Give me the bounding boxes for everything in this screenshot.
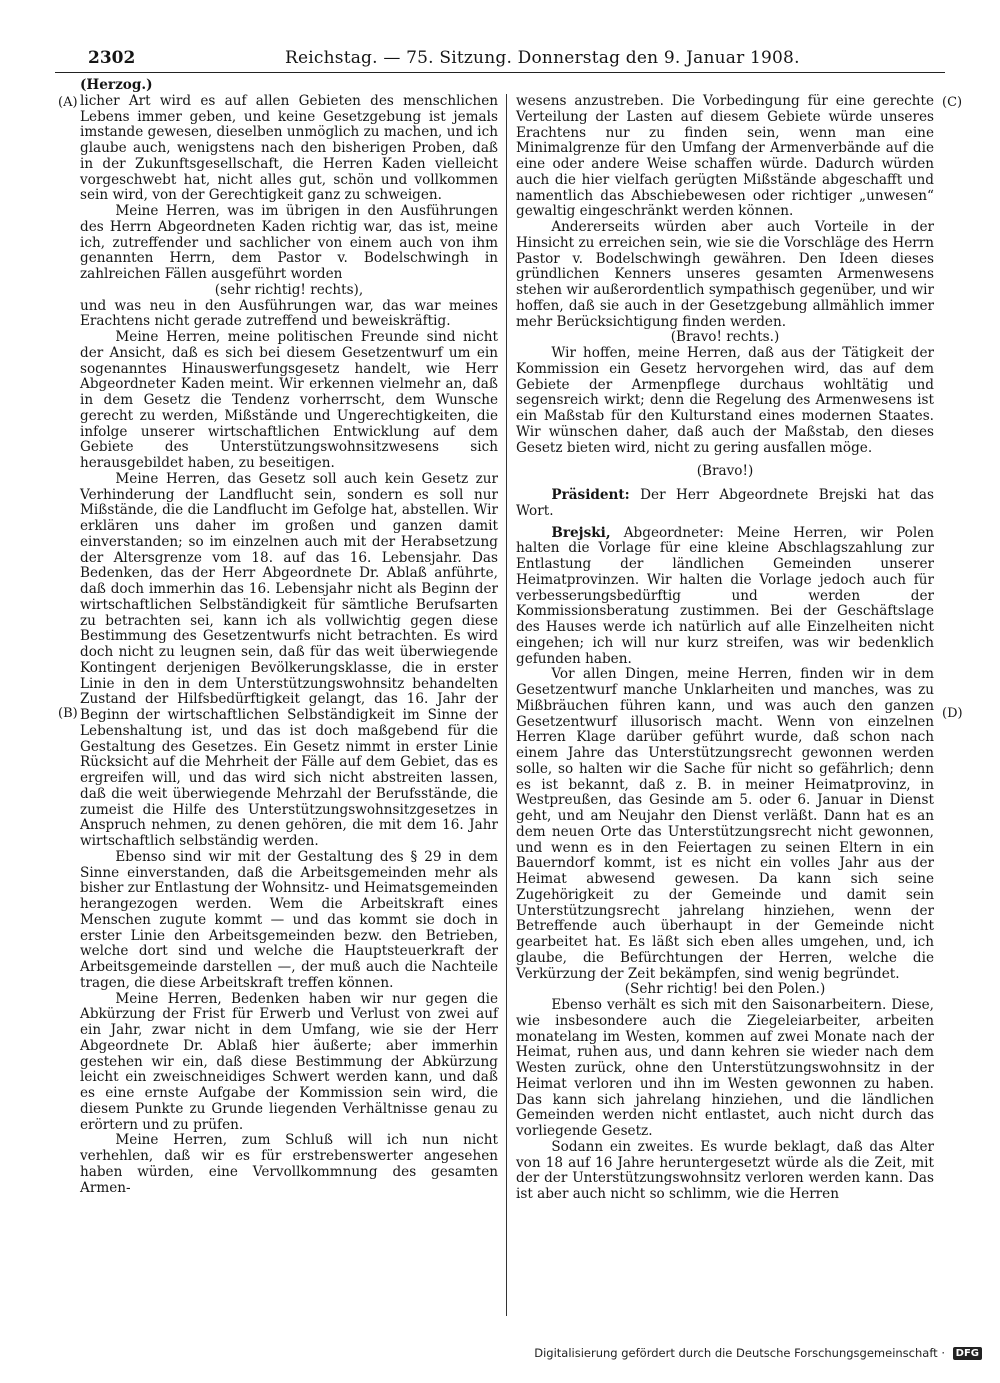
interjection: (Sehr richtig! bei den Polen.) bbox=[624, 981, 826, 998]
paragraph: Meine Herren, was im übrigen in den Ausführungen des Herrn Abgeordneten Kaden richtig war, das ist, meine ich, zutreffender und sachlicher von einem auch von ihm genannten Herrn, dem Pastor v. Bodelschwingh in zahlreichen Fällen ausgeführt worden bbox=[80, 203, 498, 282]
paragraph: Sodann ein zweites. Es wurde beklagt, daß das Alter von 18 auf 16 Jahre heruntergesetzt würde als die Zeit, mit der der Unterstützungswohnsitz verloren werden kann. Das ist aber auch nicht so schlimm, wie die Herren bbox=[516, 1138, 934, 1202]
president-text: Der Herr Abgeordnete Brejski hat das Wort. bbox=[516, 487, 934, 519]
footer-text: Digitalisierung gefördert durch die Deutsche Forschungsgemeinschaft · bbox=[534, 1346, 945, 1360]
column-divider bbox=[506, 94, 507, 1316]
paragraph: Ebenso sind wir mit der Gestaltung des § 29 in dem Sinne einverstanden, daß die Arbeitsgemeinden mehr als bisher zur Entlastung der Wohnsitz- und Heimatsgemeinden herangezogen werden. Wem die Arbeitskraft eines Menschen zugute kommt — und das kommt sie doch in erster Linie den Arbeitsgemeinden bezw. den Betrieben, welche dort sind und welche die Hauptsteuerkraft der Arbeitsgemeinde darstellen —, der muß auch die Nachteile tragen, die diese Arbeitskraft treffen können. bbox=[80, 848, 498, 991]
dfg-logo: DFG bbox=[953, 1347, 982, 1360]
paragraph: Wir hoffen, meine Herren, daß aus der Tätigkeit der Kommission ein Gesetz hervorgehen wird, das auf dem Gebiete der Armenpflege durchaus wohltätig und segensreich wirkt; denn die Regelung des Armenwesens ist ein Maßstab für den Kulturstand eines modernen Staates. Wir wünschen daher, daß auch der Maßstab, den dieses Gesetz bieten wird, nicht zu gering ausfallen möge. bbox=[516, 345, 934, 456]
paragraph: Meine Herren, zum Schluß will ich nun nicht verhehlen, daß wir es für erstrebenswerter angesehen haben würden, eine Vervollkommnung des gesamten Armen- bbox=[80, 1132, 498, 1196]
margin-marker-d: (D) bbox=[942, 706, 963, 721]
margin-marker-b: (B) bbox=[58, 706, 78, 721]
paragraph: und was neu in den Ausführungen war, das war meines Erachtens nicht gerade zutreffend und beweiskräftig. bbox=[80, 297, 498, 330]
interjection: (sehr richtig! rechts), bbox=[214, 281, 364, 298]
interjection: (Bravo!) bbox=[696, 463, 754, 480]
paragraph: Andererseits würden aber auch Vorteile in der Hinsicht zu erreichen sein, wie sie die Vorschläge des Herrn Pastor v. Bodelschwingh gewähren. Den Ideen dieses gründlichen Kenners unseres gesamten Armenwesens stehen wir außerordentlich sympathisch gegenüber, und wir hoffen, daß sie auch in der Gesetzgebung allmählich immer mehr Berücksichtigung finden werden. bbox=[516, 219, 934, 330]
margin-marker-a: (A) bbox=[58, 95, 78, 110]
page-header bbox=[55, 46, 945, 73]
president-statement bbox=[516, 488, 934, 520]
paragraph: Vor allen Dingen, meine Herren, finden wir in dem Gesetzentwurf manche Unklarheiten und manches, was zu Mißbräuchen führen kann, und was auch den ganzen Gesetzentwurf illusorisch macht. Wenn von einzelnen Herren Klage darüber geführt wurde, daß schon nach einem Jahre das Unterstützungsrecht gewonnen werden solle, so halten wir die Sache für nicht so gefährlich; denn es ist bekannt, daß z. B. in meiner Heimatprovinz, in Westpreußen, das Gesinde am 5. oder 6. Januar in Dienst geht, und am Neujahr den Dienst verläßt. Dann hat es an dem neuen Orte das Unterstützungsrecht nicht gewonnen, und wenn es in den Feiertagen zu seinen Eltern in ein Bauerndorf kommt, ist es nicht ein volles Jahr aus der Heimat abwesend gewesen. Da kann sich seine Zugehörigkeit zu der Gemeinde und damit sein Unterstützungsrecht jahrelang hinziehen, wenn der Betreffende auch überhaupt in der Gemeinde nicht gearbeitet hat. Es läßt sich eben alles umgehen, und, ich glaube, die Befürchtungen der Herren, welche die Verkürzung der Zeit bekämpfen, sind wenig begründet. bbox=[516, 666, 934, 982]
paragraph: Meine Herren, meine politischen Freunde sind nicht der Ansicht, daß es sich bei diesem Gesetzentwurf um ein sogenanntes Hinauswerfungsgesetz handelt, wie Herr Abgeordneter Kaden meint. Wir erkennen vielmehr an, daß in dem Gesetz die Tendenz vorherrscht, dem Wunsche gerecht zu werden, Mißstände und Ungerechtigkeiten, die infolge unserer wirtschaftlichen Entwicklung auf dem Gebiete des Unterstützungswohnsitzwesens sich herausgebildet haben, zu beseitigen. bbox=[80, 329, 498, 471]
right-column bbox=[516, 94, 934, 1203]
interjection: (Bravo! rechts.) bbox=[670, 329, 780, 346]
paragraph: Ebenso verhält es sich mit den Saisonarbeitern. Diese, wie insbesondere auch die Ziegeleiarbeiter, arbeiten monatelang im Westen, kommen auf zwei Monate nach der Heimat, ruhen aus, und dann kehren sie wieder nach dem Westen zurück, ohne den Unterstützungswohnsitz in der Heimat verloren und ihn im Westen gewonnen zu haben. Das kann sich jahrelang hinziehen, und die ländlichen Gemeinden werden nicht entlastet, auch nicht durch das vorliegende Gesetz. bbox=[516, 997, 934, 1139]
footer bbox=[534, 1346, 982, 1360]
margin-marker-c: (C) bbox=[942, 95, 963, 110]
speaker-heading: (Herzog.) bbox=[80, 77, 153, 93]
brejski-text: Abgeordneter: Meine Herren, wir Polen halten die Vorlage für eine kleine Abschlagszahlung zur Entlastung der ländlichen Gemeinden unserer Heimatprovinzen. Wir halten die Vorlage jedoch auch für verbesserungsbedürftig und werden der Kommissionsberatung zustimmen. Bei der Geschäftslage des Hauses werde ich natürlich auf alle Einzelheiten nicht eingehen; ich will nur kurz streifen, was wir bedenklich gefunden haben. bbox=[516, 524, 935, 667]
paragraph: licher Art wird es auf allen Gebieten des menschlichen Lebens immer geben, und keine Gesetzgebung ist jemals imstande gewesen, dieselben unmöglich zu machen, und ich glaube auch, wenigstens nach den bisherigen Proben, daß in der Zukunftsgesellschaft, die Herren Kaden vielleicht vorgeschwebt hat, nicht alles gut, schön und vollkommen sein wird, von der Gerechtigkeit ganz zu schweigen. bbox=[80, 92, 498, 204]
brejski-label: Brejski, bbox=[551, 524, 611, 541]
president-label: Präsident: bbox=[551, 487, 630, 503]
paragraph: Meine Herren, Bedenken haben wir nur gegen die Abkürzung der Frist für Erwerb und Verlust von zwei auf ein Jahr, zwar nicht in dem Umfang, wie sie der Herr Abgeordnete Dr. Ablaß hier äußerte; aber immerhin gestehen wir ein, daß diese Bestimmung der Abkürzung leicht ein zweischneidiges Schwert werden kann, und daß es eine ernste Aufgabe der Kommission sein wird, die diesem Punkte zu Grunde liegenden Verhältnisse genau zu erörtern und zu prüfen. bbox=[80, 990, 498, 1133]
page-number: 2302 bbox=[88, 48, 136, 68]
running-head: Reichstag. — 75. Sitzung. Donnerstag den 9. Januar 1908. bbox=[285, 48, 800, 68]
left-column bbox=[80, 78, 498, 1196]
paragraph: wesens anzustreben. Die Vorbedingung für eine gerechte Verteilung der Lasten auf diesem Gebiete würde unseres Erachtens nur zu finden sein, wenn man eine Minimalgrenze für den Umfang der Armenverbände auf die eine oder andere Weise schaffen würde. Dadurch würden auch die hier vielfach gerügten Mißstände abgeschafft und namentlich das Abschiebewesen oder richtiger „unwesen“ gewaltig eingeschränkt werden können. bbox=[516, 93, 934, 220]
paragraph: Meine Herren, das Gesetz soll auch kein Gesetz zur Verhinderung der Landflucht sein, sondern es soll nur Mißstände, die die Landflucht im Gefolge hat, abstellen. Wir erklären uns daher im großen und ganzen damit einverstanden; so im einzelnen auch mit der Herabsetzung der Altersgrenze vom 18. auf das 16. Lebensjahr. Das Bedenken, das der Herr Abgeordnete Dr. Ablaß anführte, daß doch immerhin das 16. Lebensjahr nicht als Beginn der wirtschaftlichen Selbständigkeit für sämtliche Berufsarten zu betrachten sei, kann ich als vollwichtig gegen diese Bestimmung des Gesetzentwurfs nicht betrachten. Es wird doch nicht zu leugnen sein, daß für das weit überwiegende Kontingent derjenigen Bevölkerungsklasse, die in erster Linie in den in dem Unterstützungswohnsitz behandelten Zustand der Hilfsbedürftigkeit gelangt, das 16. Jahr der Beginn der wirtschaftlichen Selbständigkeit im Sinne der Lebenshaltung ist, und das ist doch maßgebend für die Gestaltung des Gesetzes. Ein Gesetz nimmt in erster Linie Rücksicht auf die Mehrheit der Fälle auf dem Gebiet, das es ergreifen will, und das wird sich nicht abstreiten lassen, daß die weit überwiegende Mehrzahl der Berufsstände, die zumeist die Hilfe des Unterstützungswohnsitzgesetzes in Anspruch nehmen, zu denen gehören, die mit dem 16. Jahr wirtschaftlich selbständig werden. bbox=[80, 470, 498, 849]
brejski-statement bbox=[516, 526, 934, 668]
